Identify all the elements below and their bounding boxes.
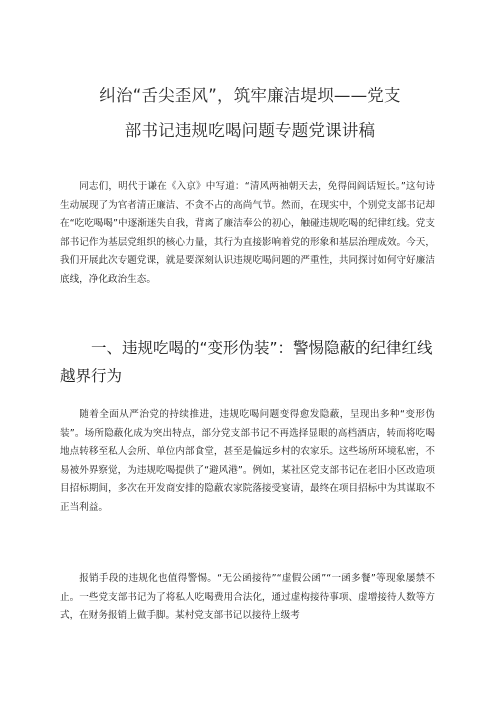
section-heading-1: 一、违规吃喝的“变形伪装”：警惕隐蔽的纪律红线越界行为 (60, 339, 433, 385)
body-paragraph-2: 报销手段的违规化也值得警惕。“无公函接待”“虚假公函”“一函多餐”等现象屡禁不止。一些党支部书记为了将私人吃喝费用合法化，通过虚构接待事项、虚增接待人数等方式，在财务报销上做手脚。某村党支部书记以接待上级考 (60, 573, 435, 621)
document-title-line-2: 部书记违规吃喝问题专题党课讲稿 (124, 121, 376, 140)
body-paragraph-1: 随着全面从严治党的持续推进，违规吃喝问题变得愈发隐蔽，呈现出多种“变形伪装”。场所隐蔽化成为突出特点，部分党支部书记不再选择显眼的高档酒店，转而将吃喝地点转移至私人会所、单位内部食堂，甚至是偏远乡村的农家乐。这些场所环境私密，不易被外界察觉，为违规吃喝提供了“避风港”。例如，某社区党支部书记在老旧小区改造项目招标期间，多次在开发商安排的隐蔽农家院落接受宴请，最终在项目招标中为其谋取不正当利益。 (60, 409, 435, 513)
document-title-line-1: 纠治“舌尖歪风”，筑牢廉洁堤坝——党支 (99, 86, 401, 105)
body-paragraph-block-2 (60, 570, 435, 626)
body-paragraph-block-1 (60, 406, 435, 517)
intro-paragraph: 同志们，明代于谦在《入京》中写道：“清风两袖朝天去，免得闾阎话短长。”这句诗生动展现了为官者清正廉洁、不贪不占的高尚气节。然而，在现实中，个别党支部书记却在“吃吃喝喝”中逐渐迷失自我，背离了廉洁奉公的初心，触碰违规吃喝的纪律红线。党支部书记作为基层党组织的核心力量，其行为直接影响着党的形象和基层治理成效。今天，我们开展此次专题党课，就是要深刻认识违规吃喝问题的严重性，共同探讨如何守好廉洁底线，净化政治生态。 (60, 181, 435, 285)
intro-paragraph-block (60, 178, 435, 289)
